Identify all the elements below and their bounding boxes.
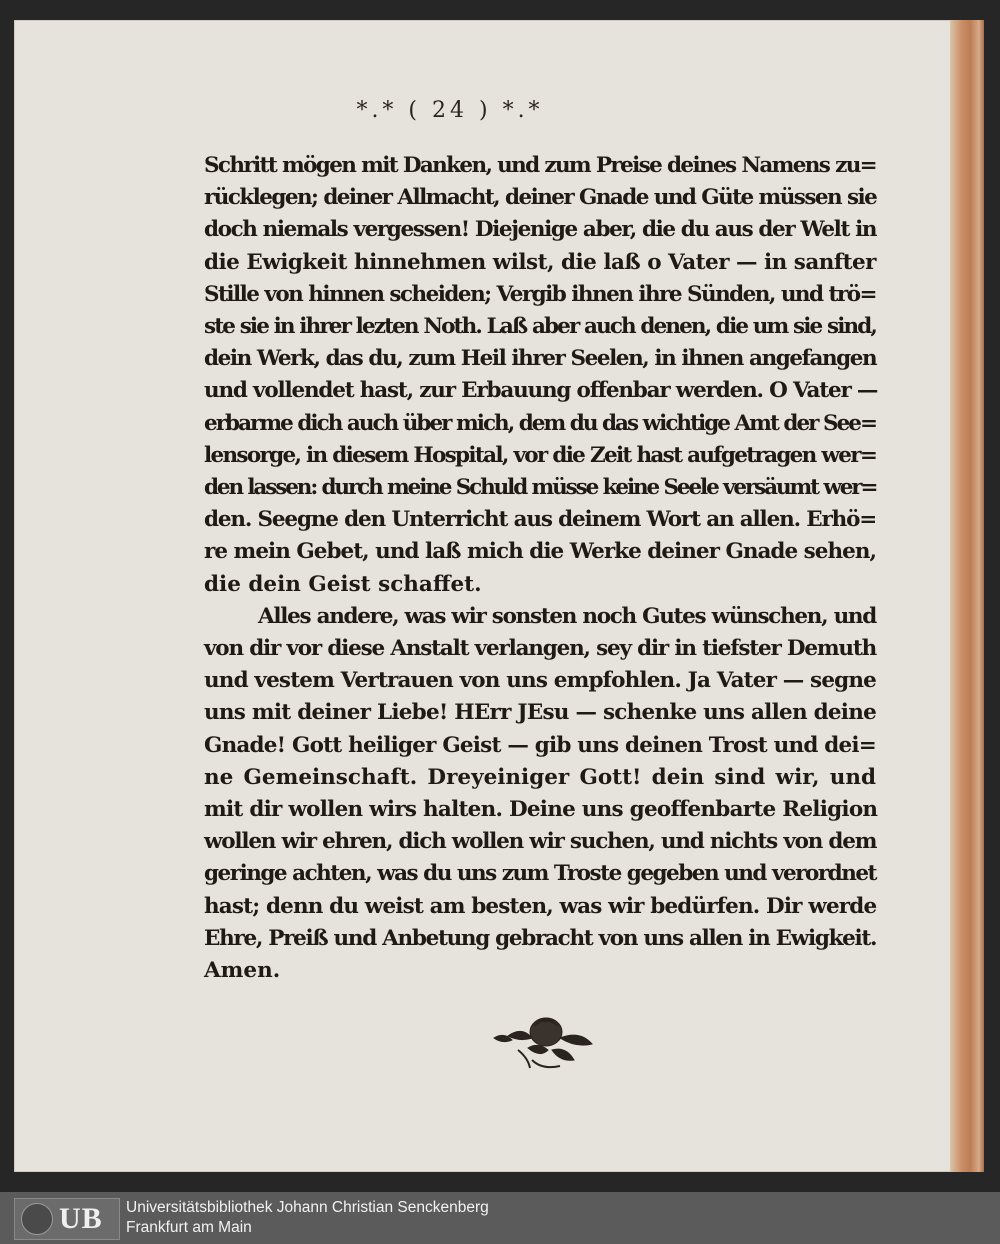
body-text: [204, 150, 876, 987]
text-line: und vestem Vertrauen von uns empfohlen. Ja Vater — segne: [204, 668, 876, 694]
institution-name: [126, 1198, 489, 1238]
text-line: ste sie in ihrer lezten Noth. Laß aber auch denen, die um sie sind,: [204, 314, 876, 340]
text-line: und vollendet hast, zur Erbauung offenbar werden. O Vater —: [204, 378, 878, 404]
text-line: Gnade! Gott heiliger Geist — gib uns deinen Trost und dei=: [204, 732, 876, 758]
text-line: hast; denn du weist am besten, was wir bedürfen. Dir werde: [204, 893, 877, 919]
page-number-header: *.* ( 24 ) *.*: [356, 98, 544, 123]
book-page: [14, 20, 984, 1172]
text-line: dein Werk, das du, zum Heil ihrer Seelen, in ihnen angefangen: [204, 346, 877, 372]
paragraph-1: [204, 150, 876, 601]
ub-logo: [14, 1198, 120, 1240]
institution-line-1: Universitätsbibliothek Johann Christian Senckenberg: [126, 1199, 489, 1216]
logo-text: UB: [59, 1202, 103, 1235]
text-line: die dein Geist schaffet.: [204, 571, 482, 597]
paragraph-2: [204, 601, 876, 987]
footer-bar: [0, 1192, 1000, 1244]
text-line: wollen wir ehren, dich wollen wir suchen, und nichts von dem: [204, 829, 877, 855]
text-line: rücklegen; deiner Allmacht, deiner Gnade und Güte müssen sie: [204, 185, 877, 211]
institution-line-2: Frankfurt am Main: [126, 1219, 252, 1236]
text-line: doch niemals vergessen! Diejenige aber, die du aus der Welt in: [204, 217, 877, 243]
text-line: Schritt mögen mit Danken, und zum Preise deines Namens zu=: [204, 153, 877, 178]
text-line: Stille von hinnen scheiden; Vergib ihnen ihre Sünden, und trö=: [204, 281, 876, 307]
text-line: den lassen: durch meine Schuld müsse keine Seele versäumt wer=: [204, 475, 877, 501]
floral-ornament: [488, 1008, 600, 1080]
text-line: Ehre, Preiß und Anbetung gebracht von uns allen in Ewigkeit.: [204, 925, 877, 951]
text-line: erbarme dich auch über mich, dem du das wichtige Amt der See=: [204, 410, 876, 436]
text-line: Alles andere, was wir sonsten noch Gutes wünschen, und: [258, 603, 876, 629]
text-line: re mein Gebet, und laß mich die Werke deiner Gnade sehen,: [204, 539, 876, 565]
text-line: uns mit deiner Liebe! HErr JEsu — schenke uns allen deine: [204, 700, 876, 726]
text-line: geringe achten, was du uns zum Troste gegeben und verordnet: [204, 861, 876, 887]
text-line: den. Seegne den Unterricht aus deinem Wort an allen. Erhö=: [204, 507, 877, 533]
text-line: mit dir wollen wirs halten. Deine uns geoffenbarte Religion: [204, 797, 878, 823]
text-line: lensorge, in diesem Hospital, vor die Zeit hast aufgetragen wer=: [204, 442, 877, 468]
page-edge: [950, 20, 984, 1172]
text-line: von dir vor diese Anstalt verlangen, sey dir in tiefster Demuth: [204, 636, 877, 662]
library-seal-icon: [21, 1203, 53, 1235]
text-line: Amen.: [204, 958, 281, 984]
text-line: ne Gemeinschaft. Dreyeiniger Gott! dein sind wir, und: [204, 764, 876, 790]
text-line: die Ewigkeit hinnehmen wilst, die laß o Vater — in sanfter: [204, 249, 876, 275]
